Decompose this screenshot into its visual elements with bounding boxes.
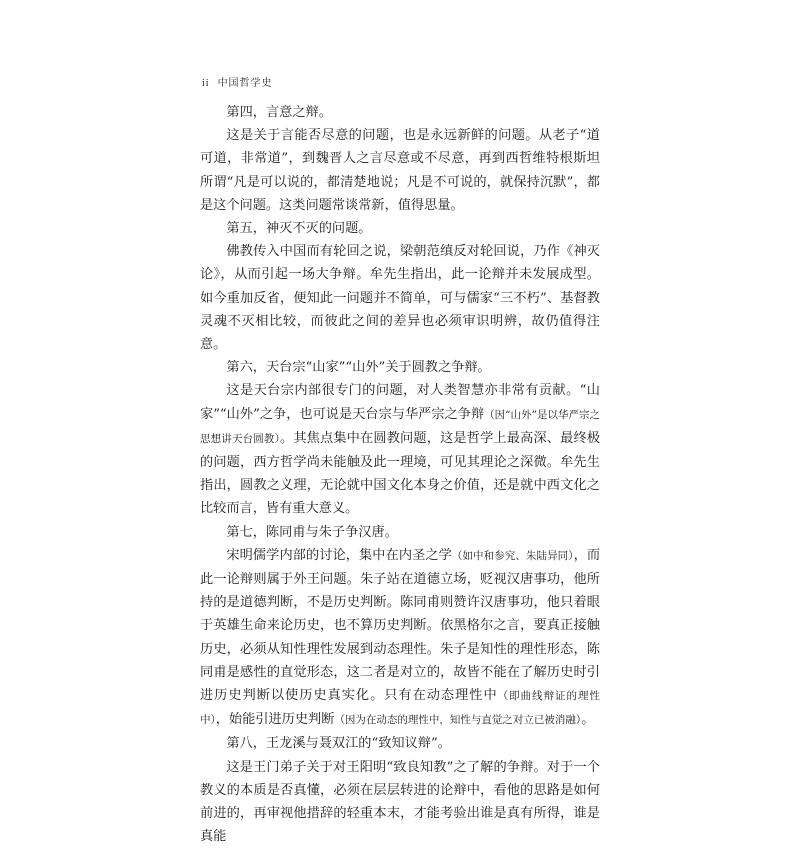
page-number: ii bbox=[202, 78, 210, 89]
paragraph-text: 宋明儒学内部的讨论，集中在内圣之学 bbox=[226, 547, 452, 563]
paragraph-language-meaning: 这是关于言能否尽意的问题，也是永远新鲜的问题。从老子“道可道，非常道”，到魏晋人之言尽意或不尽意，再到西哲维特根斯坦所谓“凡是可以说的，都清楚地说；凡是不可说的，就保持沉默”，都是这个问题。这类问题常谈常新，值得思量。 bbox=[200, 128, 600, 213]
body-text bbox=[200, 101, 600, 849]
paragraph-soul-extinction: 佛教传入中国而有轮回之说，梁朝范缜反对轮回说，乃作《神灭论》，从而引起一场大争辩。牟先生指出，此一论辩并未发展成型。如今重加反省，便知此一问题并不简单，可与儒家“三不朽”、基督教灵魂不灭相比较，而彼此之间的差异也必须审识明辨，故仍值得注意。 bbox=[200, 244, 600, 353]
heading-item-7: 第七，陈同甫与朱子争汉唐。 bbox=[226, 524, 398, 540]
inline-note: （因“山外”是以华严宗之思想讲天台圆教） bbox=[200, 408, 600, 445]
paragraph-han-tang-debate bbox=[200, 544, 600, 733]
paragraph-zhizhi-debate: 这是王门弟子关于对王阳明“致良知教”之了解的争辩。对于一个教义的本质是否真懂，必须在层层转进的论辩中，看他的思路是如何前进的，再审视他措辞的轻重本末，才能考验出谁是真有所得，谁是真能 bbox=[200, 759, 600, 845]
heading-item-8: 第八，王龙溪与聂双江的“致知议辩”。 bbox=[226, 736, 451, 752]
paragraph-text: ，而此一论辩则属于外王问题。朱子站在道德立场，贬视汉唐事功，他所持的是道德判断，不是历史判断。陈同甫则赞许汉唐事功，他只着眼于英雄生命来论历史，也不算历史判断。依黑格尔之言，要真正接触历史，必须从知性理性发展到动态理性。朱子是知性的理性形态，陈同甫是感性的直觉形态，这二者是对立的，故皆不能在了解历史时引进历史判断以使历史真实化。只有在动态理性中 bbox=[200, 547, 601, 704]
inline-note: （如中和参究、朱陆异同） bbox=[451, 549, 574, 562]
paragraph-text: ，始能引进历史判断 bbox=[215, 712, 335, 728]
paragraph-text: 这是天台宗内部很专门的问题，对人类智慧亦非常有贡献。“山家”“山外”之争，也可说是天台宗与华严宗之争辩 bbox=[200, 383, 600, 422]
book-title: 中国哲学史 bbox=[217, 78, 273, 89]
paragraph-tiantai-debate bbox=[200, 379, 600, 520]
running-header bbox=[202, 74, 273, 89]
inline-note: （因为在动态的理性中，知性与直觉之对立已被消融） bbox=[334, 714, 582, 727]
heading-item-6: 第六，天台宗“山家”“山外”关于圆教之争辩。 bbox=[226, 360, 491, 376]
heading-item-4: 第四，言意之辩。 bbox=[226, 105, 332, 120]
paragraph-text: 。 bbox=[581, 712, 595, 728]
paragraph-text: 。其焦点集中在圆教问题，这是哲学上最高深、最终极的问题，西方哲学尚未能触及此一理境，可见其理论之深微。牟先生指出，圆教之义理，无论就中国文化本身之价值，还是就中西文化之比较而言，皆有重大意义。 bbox=[200, 430, 601, 517]
inline-note: （即曲线辩证的理性中） bbox=[200, 690, 601, 727]
heading-item-5: 第五，神灭不灭的问题。 bbox=[226, 221, 372, 237]
